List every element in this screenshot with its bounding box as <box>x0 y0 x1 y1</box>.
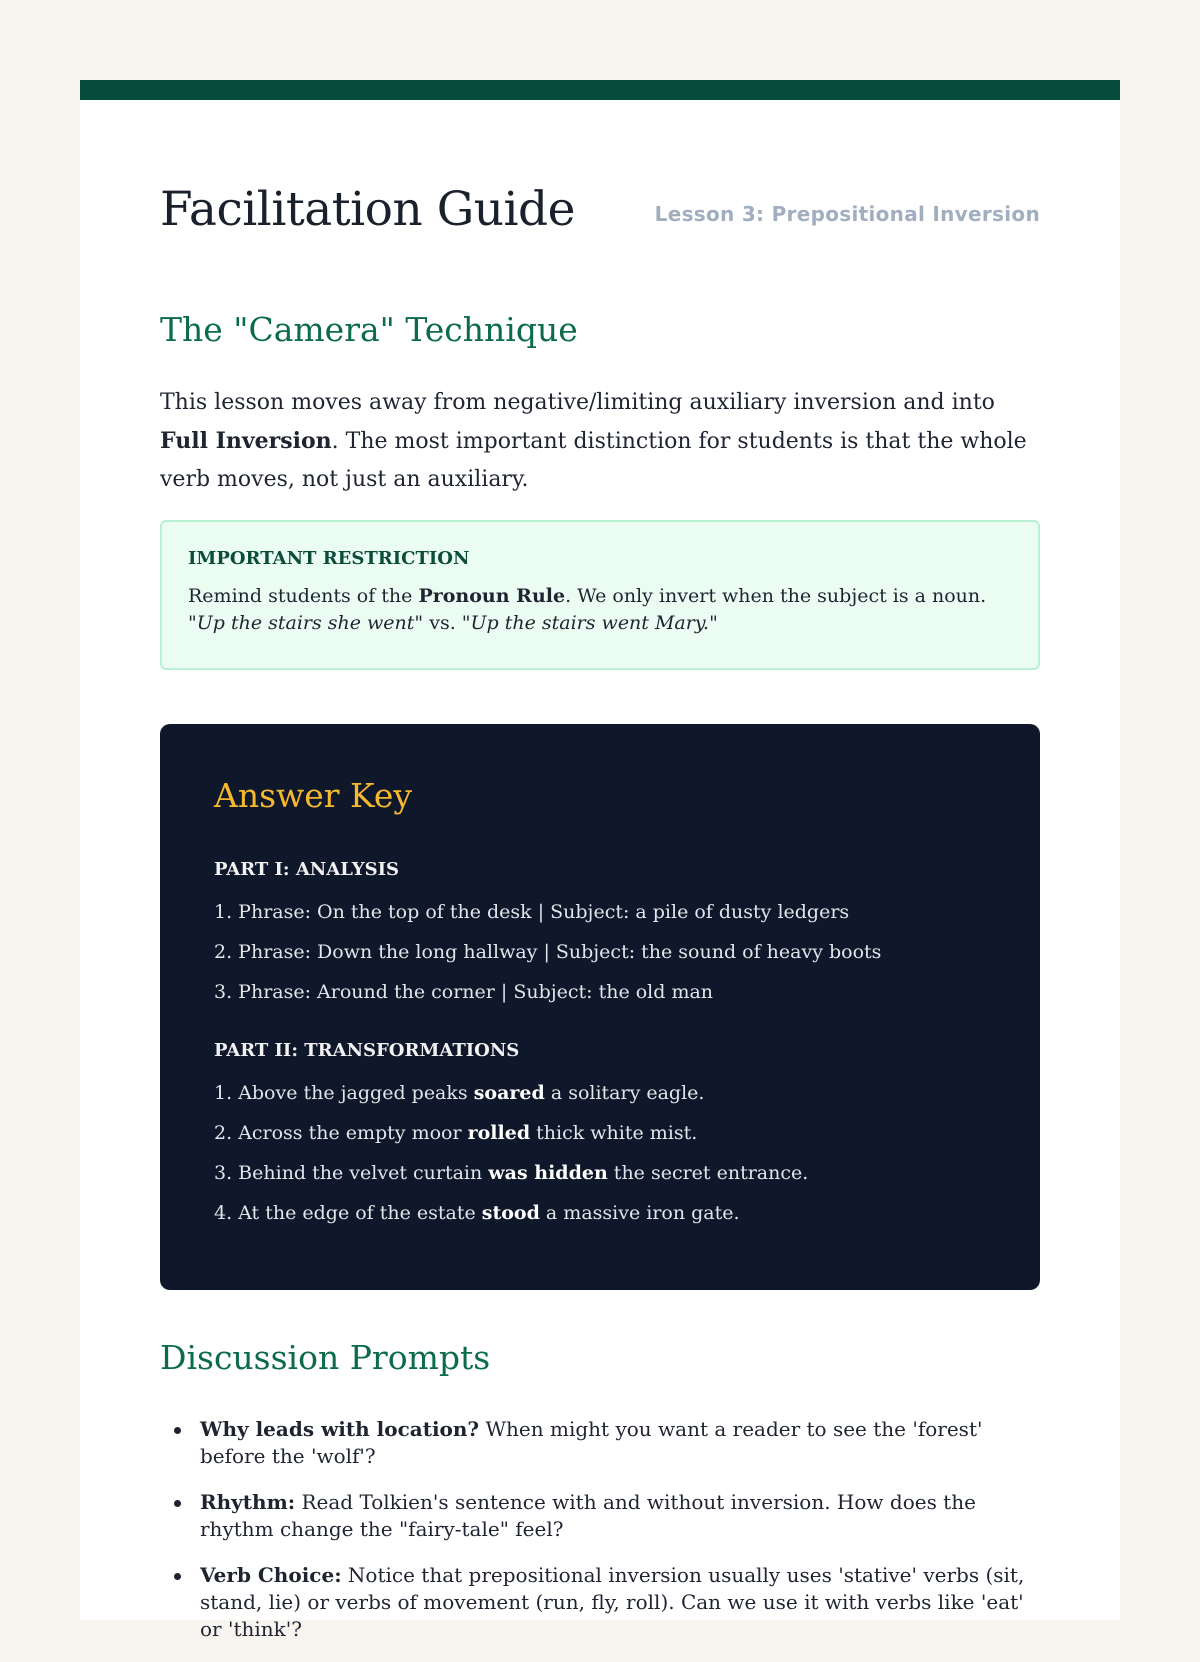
example-correct: "Up the stairs went Mary." <box>461 612 718 634</box>
restriction-text-end: . We only invert when the subject is a noun. <box>565 585 987 607</box>
camera-technique-heading: The "Camera" Technique <box>160 310 578 349</box>
prompt-lead: Why leads with location? <box>200 1417 480 1441</box>
lesson-label: Lesson 3: Prepositional Inversion <box>654 202 1040 226</box>
part2-item <box>214 1193 986 1233</box>
intro-bold-term: Full Inversion <box>160 428 332 454</box>
part2-item <box>214 1073 986 1113</box>
intro-paragraph <box>160 384 1040 499</box>
part2-pre: 4. At the edge of the estate <box>214 1202 482 1224</box>
example-incorrect: "Up the stairs she went" <box>188 612 424 634</box>
prompt-text: Notice that prepositional inversion usually uses 'stative' verbs (sit, stand, lie) or verbs of movement (run, fly, roll). Can we use it with verbs like 'eat' or 'think'? <box>200 1563 1025 1641</box>
part2-title: PART II: TRANSFORMATIONS <box>214 1040 520 1061</box>
discussion-list <box>200 1416 1040 1662</box>
prompt-lead: Verb Choice: <box>200 1563 342 1587</box>
part2-post: thick white mist. <box>530 1122 698 1144</box>
part1-item: 1. Phrase: On the top of the desk | Subject: a pile of dusty ledgers <box>214 901 850 923</box>
part2-item <box>214 1153 986 1193</box>
part2-pre: 2. Across the empty moor <box>214 1122 468 1144</box>
answer-key-panel <box>160 724 1040 1290</box>
restriction-text-start: Remind students of the <box>188 585 419 607</box>
part1-title: PART I: ANALYSIS <box>214 859 399 880</box>
list-item <box>200 1489 1040 1543</box>
list-item <box>200 1562 1040 1643</box>
part2-post: the secret entrance. <box>607 1162 809 1184</box>
part2-pre: 3. Behind the velvet curtain <box>214 1162 489 1184</box>
part2-post: a massive iron gate. <box>539 1202 740 1224</box>
part2-verb: soared <box>473 1082 545 1104</box>
intro-text-start: This lesson moves away from negative/limiting auxiliary inversion and into <box>160 390 995 415</box>
prompt-lead: Rhythm: <box>200 1490 296 1514</box>
prompt-text: When might you want a reader to see the 'forest' before the 'wolf'? <box>200 1417 983 1468</box>
guide-card <box>80 80 1120 1641</box>
prompt-text: Read Tolkien's sentence with and without inversion. How does the rhythm change the "fairy-tale" feel? <box>200 1490 976 1541</box>
restriction-callout <box>160 520 1040 670</box>
restriction-body <box>188 583 1012 637</box>
pronoun-rule: Pronoun Rule <box>418 585 566 607</box>
part2-verb: rolled <box>467 1122 531 1144</box>
part2-verb: stood <box>481 1202 540 1224</box>
page-title: Facilitation Guide <box>160 182 575 237</box>
discussion-heading: Discussion Prompts <box>160 1338 491 1377</box>
restriction-title: IMPORTANT RESTRICTION <box>188 548 470 569</box>
part1-item: 3. Phrase: Around the corner | Subject: the old man <box>214 981 714 1003</box>
part2-pre: 1. Above the jagged peaks <box>214 1082 474 1104</box>
intro-text-end: . The most important distinction for students is that the whole verb moves, not just an auxiliary. <box>160 429 1027 492</box>
part2-verb: was hidden <box>488 1162 608 1184</box>
list-item <box>200 1416 1040 1470</box>
answer-key-heading: Answer Key <box>214 776 412 815</box>
part1-item: 2. Phrase: Down the long hallway | Subject: the sound of heavy boots <box>214 941 882 963</box>
part2-post: a solitary eagle. <box>544 1082 705 1104</box>
example-vs: vs. <box>423 612 462 634</box>
part2-item <box>214 1113 986 1153</box>
